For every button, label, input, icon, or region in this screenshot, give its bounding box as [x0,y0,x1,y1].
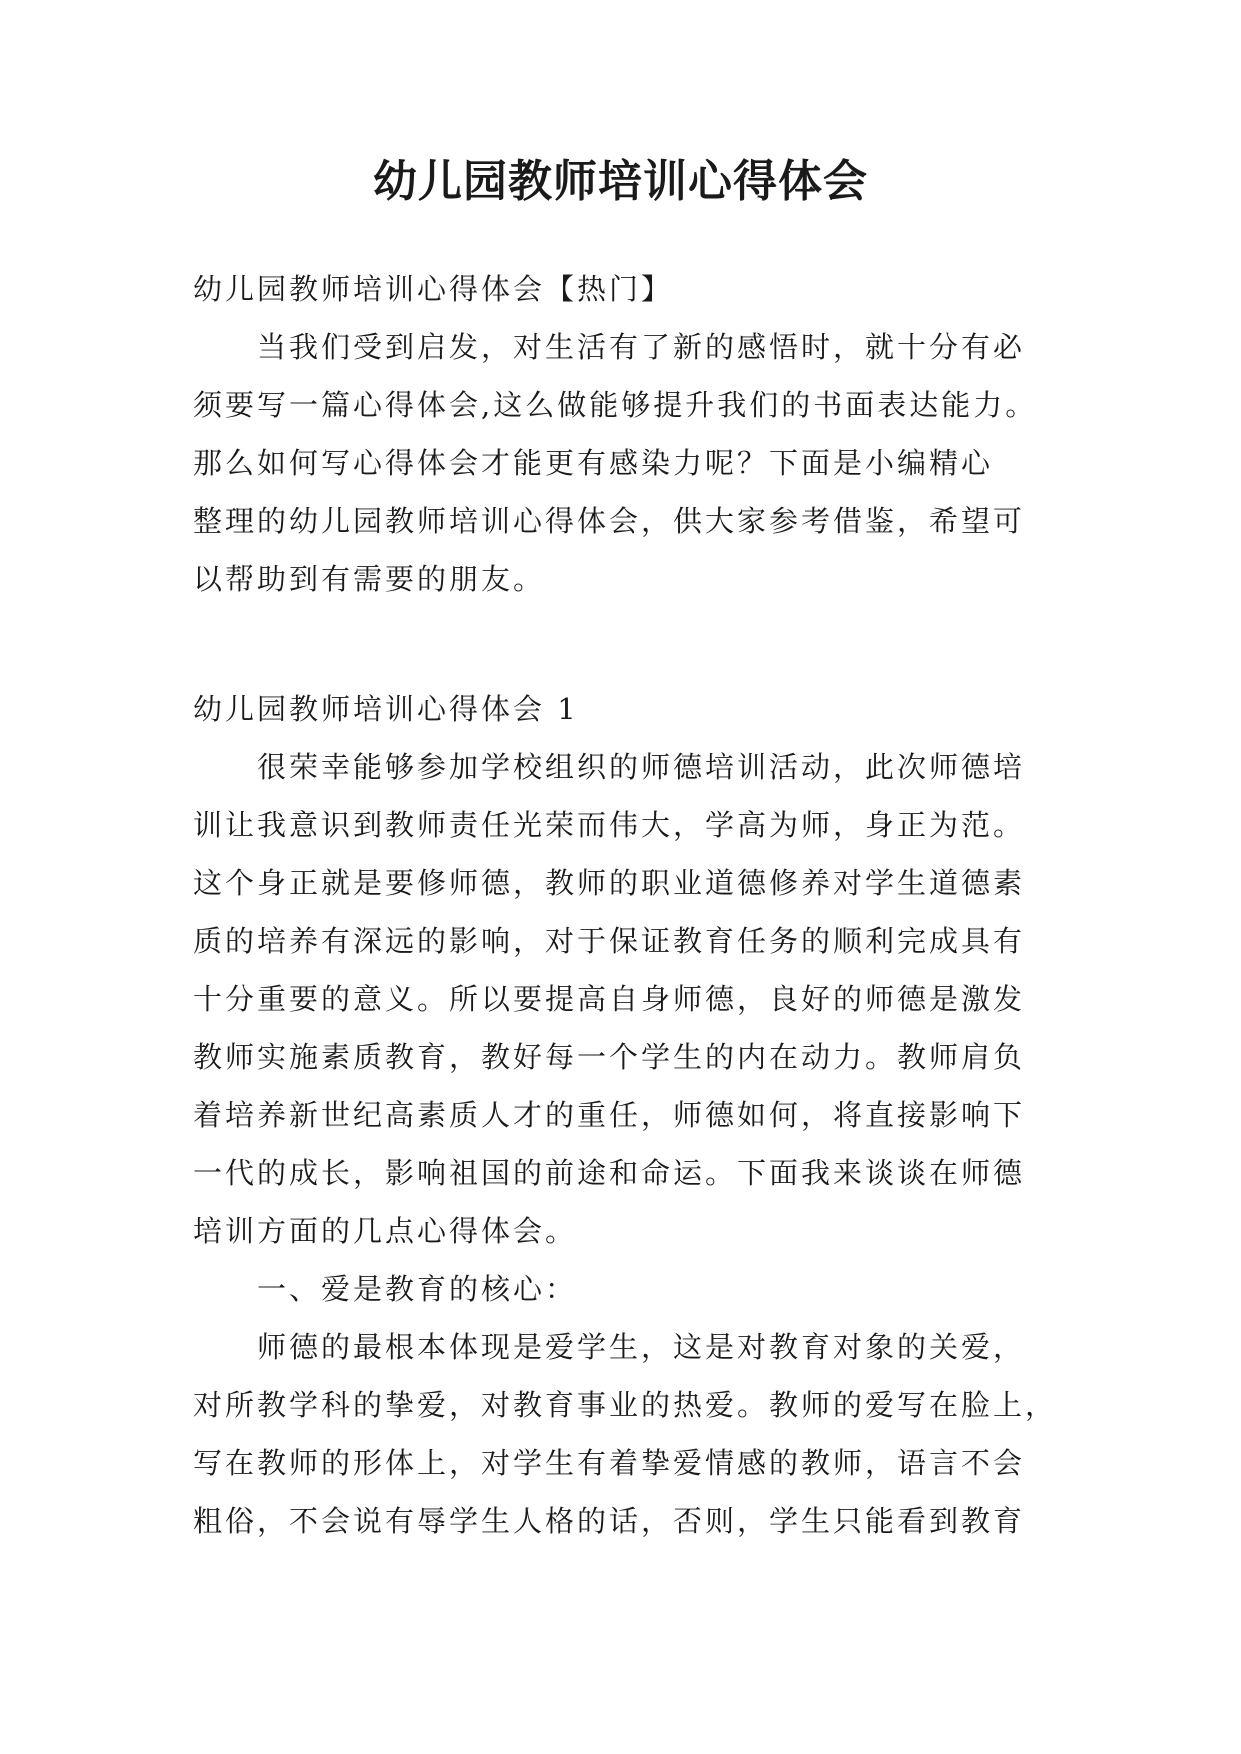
paragraph-line: 师德的最根本体现是爱学生，这是对教育对象的关爱， [257,1330,1026,1364]
intro-line: 须要写一篇心得体会,这么做能够提升我们的书面表达能力。 [193,388,1038,422]
intro-line: 当我们受到启发，对生活有了新的感悟时，就十分有必 [257,330,1026,364]
paragraph-line: 粗俗，不会说有辱学生人格的话，否则，学生只能看到教育 [193,1504,1026,1538]
document-title: 幼儿园教师培训心得体会 [373,156,868,207]
intro-line: 以帮助到有需要的朋友。 [193,562,546,596]
paragraph-line: 培训方面的几点心得体会。 [193,1214,578,1248]
point-heading: 一、爱是教育的核心： [257,1272,578,1306]
paragraph-line: 这个身正就是要修师德，教师的职业道德修养对学生道德素 [193,866,1026,900]
paragraph-line: 十分重要的意义。所以要提高自身师德，良好的师德是激发 [193,982,1026,1016]
subtitle: 幼儿园教师培训心得体会【热门】 [193,272,674,306]
paragraph-line: 质的培养有深远的影响，对于保证教育任务的顺利完成具有 [193,924,1026,958]
paragraph-line: 着培养新世纪高素质人才的重任，师德如何，将直接影响下 [193,1098,1026,1132]
section-spacer [193,608,1063,680]
paragraph-line: 一代的成长，影响祖国的前途和命运。下面我来谈谈在师德 [193,1156,1026,1190]
paragraph-line: 写在教师的形体上，对学生有着挚爱情感的教师，语言不会 [193,1446,1026,1480]
paragraph-line: 训让我意识到教师责任光荣而伟大，学高为师，身正为范。 [193,808,1026,842]
document-body [193,260,1063,1550]
intro-line: 那么如何写心得体会才能更有感染力呢？下面是小编精心 [193,446,994,480]
paragraph-line: 教师实施素质教育，教好每一个学生的内在动力。教师肩负 [193,1040,1026,1074]
paragraph-line: 对所教学科的挚爱，对教育事业的热爱。教师的爱写在脸上， [193,1388,1058,1422]
section-heading: 幼儿园教师培训心得体会 1 [193,692,579,726]
intro-line: 整理的幼儿园教师培训心得体会，供大家参考借鉴，希望可 [193,504,1026,538]
paragraph-line: 很荣幸能够参加学校组织的师德培训活动，此次师德培 [257,750,1026,784]
